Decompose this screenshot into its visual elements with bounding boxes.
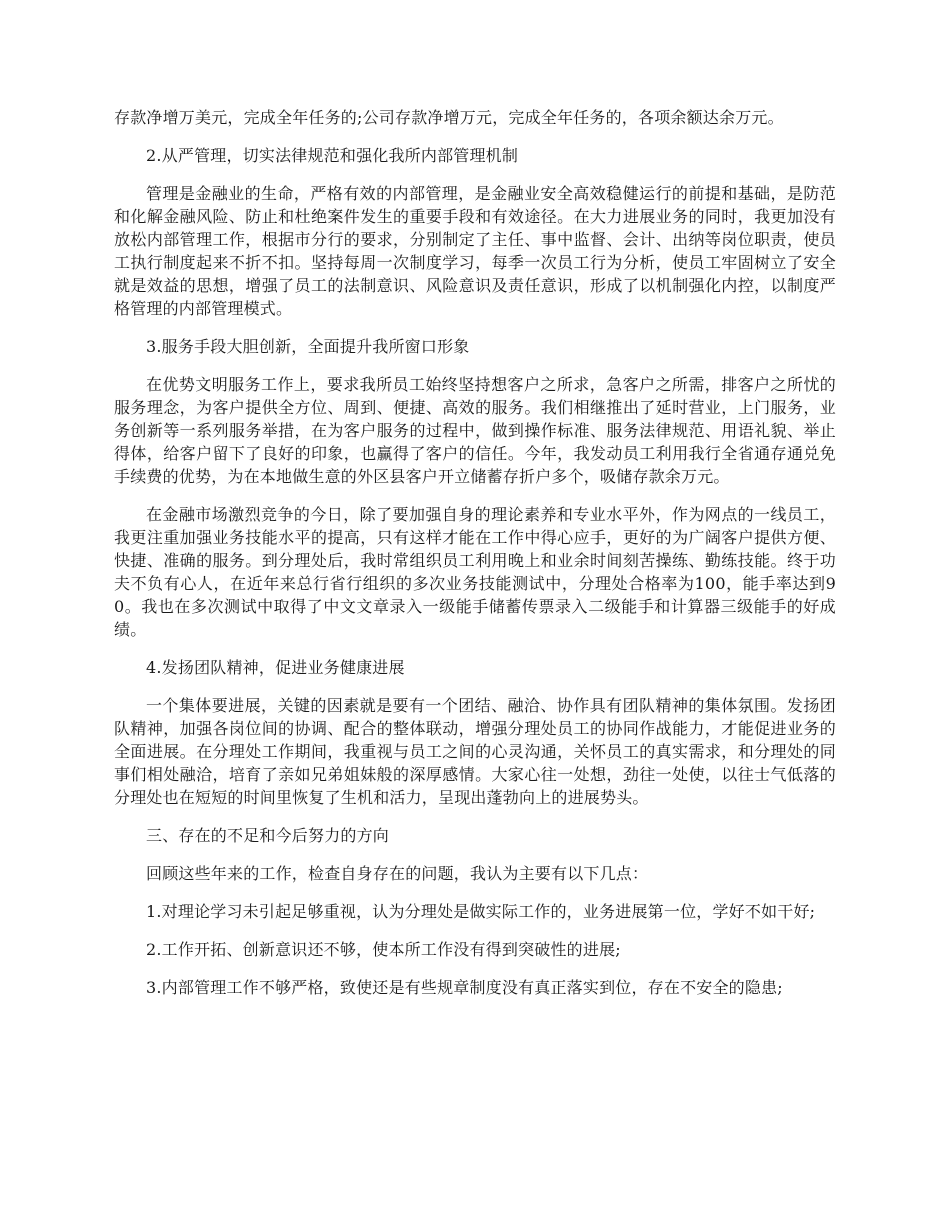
- paragraph-service: 在优势文明服务工作上，要求我所员工始终坚持想客户之所求，急客户之所需，排客户之所忧的服务理念，为客户提供全方位、周到、便捷、高效的服务。我们相继推出了延时营业，上门服务，业务创新等一系列服务举措，在为客户服务的过程中，做到操作标准、服务法律规范、用语礼貌、举止得体，给客户留下了良好的印象，也赢得了客户的信任。今年，我发动员工利用我行全省通存通兑免手续费的优势，为在本地做生意的外区县客户开立储蓄存折户多个，吸储存款余万元。: [114, 375, 836, 486]
- list-item-theory-study: 1.对理论学习未引起足够重视，认为分理处是做实际工作的，业务进展第一位，学好不如干好;: [146, 902, 816, 921]
- section-heading-service-innovation: 3.服务手段大胆创新，全面提升我所窗口形象: [146, 337, 470, 356]
- paragraph-review: 回顾这些年来的工作，检查自身存在的问题，我认为主要有以下几点：: [146, 864, 649, 883]
- section-heading-strict-management: 2.从严管理，切实法律规范和强化我所内部管理机制: [146, 146, 519, 165]
- list-item-internal-management: 3.内部管理工作不够严格，致使还是有些规章制度没有真正落实到位，存在不安全的隐患;: [146, 978, 783, 997]
- paragraph-skills: 在金融市场激烈竞争的今日，除了要加强自身的理论素养和专业水平外，作为网点的一线员工，我更注重加强业务技能水平的提高，只有这样才能在工作中得心应手，更好的为广阔客户提供方便、快捷、准确的服务。到分理处后，我时常组织员工利用晚上和业余时间刻苦操练、勤练技能。终于功夫不负有心人，在近年来总行省行组织的多次业务技能测试中，分理处合格率为100，能手率达到90。我也在多次测试中取得了中文文章录入一级能手储蓄传票录入二级能手和计算器三级能手的好成绩。: [114, 505, 836, 639]
- list-item-innovation: 2.工作开拓、创新意识还不够，使本所工作没有得到突破性的进展;: [146, 940, 621, 959]
- paragraph-continuation: 存款净增万美元，完成全年任务的;公司存款净增万元，完成全年任务的，各项余额达余万元。: [114, 108, 784, 127]
- section-heading-shortcomings: 三、存在的不足和今后努力的方向: [146, 826, 390, 845]
- paragraph-internal-management: 管理是金融业的生命，严格有效的内部管理，是金融业安全高效稳健运行的前提和基础，是防范和化解金融风险、防止和杜绝案件发生的重要手段和有效途径。在大力进展业务的同时，我更加没有放松内部管理工作，根据市分行的要求，分别制定了主任、事中监督、会计、出纳等岗位职责，使员工执行制度起来不折不扣。坚持每周一次制度学习，每季一次员工行为分析，使员工牢固树立了安全就是效益的思想，增强了员工的法制意识、风险意识及责任意识，形成了以机制强化内控，以制度严格管理的内部管理模式。: [114, 184, 836, 318]
- section-heading-team-spirit: 4.发扬团队精神，促进业务健康进展: [146, 658, 405, 677]
- paragraph-team: 一个集体要进展，关键的因素就是要有一个团结、融洽、协作具有团队精神的集体氛围。发扬团队精神，加强各岗位间的协调、配合的整体联动，增强分理处员工的协同作战能力，才能促进业务的全面进展。在分理处工作期间，我重视与员工之间的心灵沟通，关怀员工的真实需求，和分理处的同事们相处融洽，培育了亲如兄弟姐妹般的深厚感情。大家心往一处想，劲往一处使，以往士气低落的分理处也在短短的时间里恢复了生机和活力，呈现出蓬勃向上的进展势头。: [114, 696, 836, 807]
